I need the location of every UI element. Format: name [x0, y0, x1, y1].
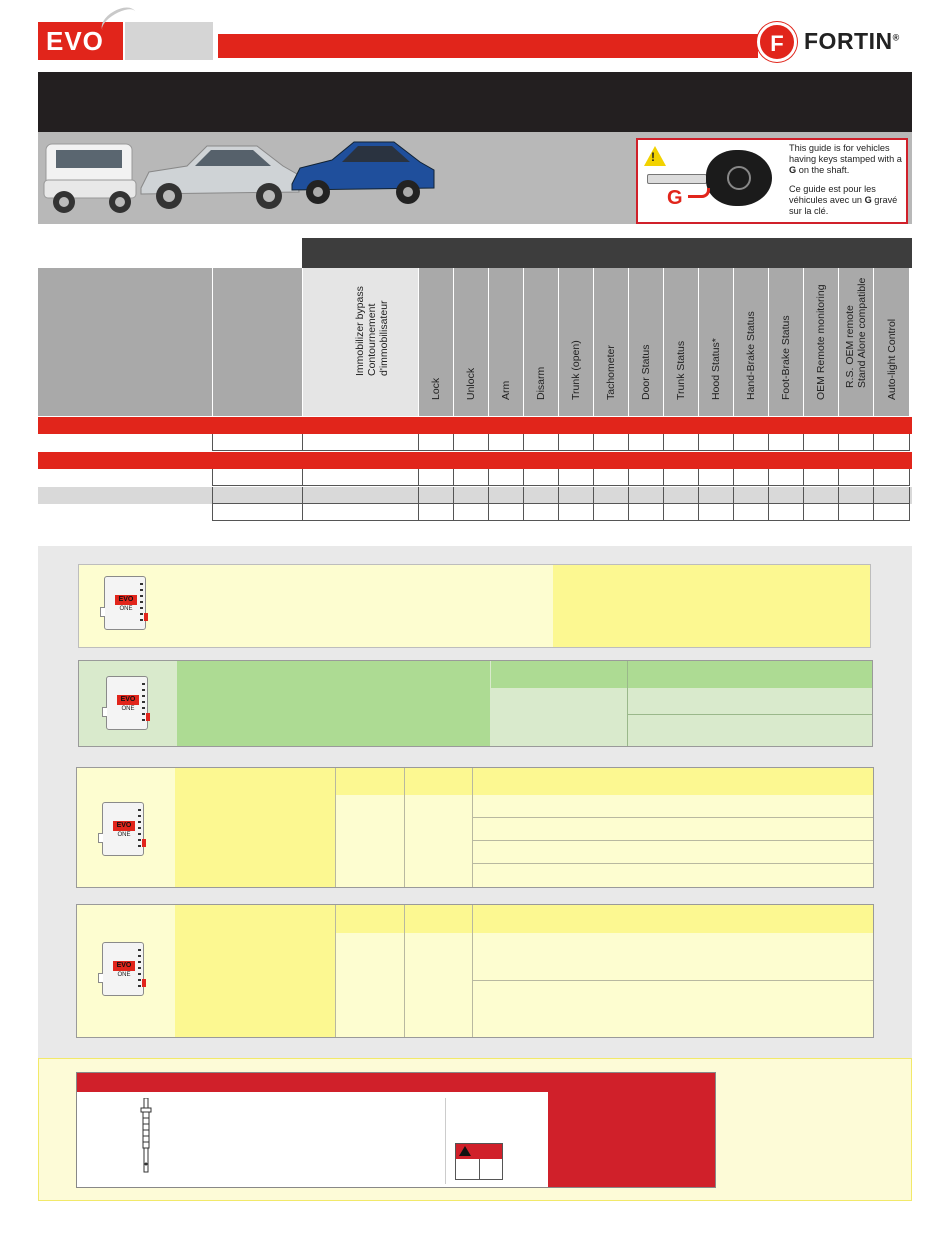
table-cell: [733, 469, 768, 486]
key-notice-english: This guide is for vehicles having keys stamped with a G on the shaft.: [789, 143, 902, 175]
feature-column-label: Foot-Brake Status: [780, 315, 792, 400]
feature-column-header: [803, 268, 838, 416]
key-notice-text: [789, 143, 907, 225]
table-cell: [628, 469, 663, 486]
table-cell: [488, 434, 523, 451]
toyota-emblem-icon: [727, 166, 751, 190]
table-cell: [663, 434, 698, 451]
feature-column-label: Tachometer: [605, 345, 617, 400]
feature-table-header-bar: [302, 238, 912, 268]
table-cell: [733, 487, 768, 504]
table-cell: [803, 434, 838, 451]
option-box-4-row-1: [472, 933, 873, 981]
table-cell: [698, 469, 733, 486]
option-box-3-divider-b: [404, 768, 405, 887]
option-box-3-row-2: [472, 818, 873, 841]
table-cell: [768, 469, 803, 486]
option-box-4-title-cell: [175, 905, 335, 1037]
feature-column-header: [628, 268, 663, 416]
hood-pin-red-panel: [548, 1073, 715, 1187]
immobilizer-column-label: Immobilizer bypass Contournement d'immobilisateur: [354, 286, 390, 376]
scion-xb-car-image: [40, 136, 140, 218]
option-box-3-row-3: [472, 841, 873, 864]
feature-column-label: Arm: [500, 380, 512, 400]
key-notice-french: Ce guide est pour les véhicules avec un G gravé sur la clé.: [789, 184, 898, 216]
feature-column-header: [418, 268, 453, 416]
table-cell: [302, 504, 418, 521]
table-cell: [488, 504, 523, 521]
feature-column-header: [663, 268, 698, 416]
option-box-4-divider-a: [335, 905, 336, 1037]
option-box-1-highlight: [553, 565, 870, 647]
table-cell: [558, 487, 593, 504]
table-cell: [593, 434, 628, 451]
evo-logo: EVO: [38, 22, 123, 60]
table-cell: [418, 469, 453, 486]
table-cell: [838, 487, 873, 504]
feature-column-header: [873, 268, 909, 416]
feature-column-label: Hood Status*: [710, 338, 722, 400]
table-cell: [628, 504, 663, 521]
table-cell: [873, 434, 910, 451]
feature-column-label: OEM Remote monitoring: [815, 284, 827, 400]
feature-column-header: [768, 268, 803, 416]
option-box-2-divider: [627, 661, 628, 746]
feature-column-label: Trunk (open): [570, 340, 582, 400]
warning-triangle-icon: [644, 146, 666, 166]
feature-column-label: Lock: [430, 377, 442, 400]
feature-column-label: Disarm: [535, 366, 547, 400]
feature-column-header: [488, 268, 523, 416]
table-cell: [698, 487, 733, 504]
table-cell: [523, 434, 558, 451]
table-cell: [212, 469, 302, 486]
feature-column-label: Trunk Status: [675, 340, 687, 400]
immobilizer-column-header: [302, 268, 418, 416]
vehicle-column-header: [38, 268, 212, 416]
table-cell: [593, 469, 628, 486]
table-cell: [698, 504, 733, 521]
option-box-3-header: [335, 768, 873, 795]
title-band: [38, 72, 912, 132]
option-box-4-divider-b: [404, 905, 405, 1037]
table-cell: [302, 434, 418, 451]
table-cell: [768, 504, 803, 521]
evo-one-module-icon: EVO ONE: [102, 802, 144, 856]
table-cell: [523, 469, 558, 486]
table-cell: [212, 504, 302, 521]
table-cell: [212, 487, 302, 504]
feature-column-header: [698, 268, 733, 416]
caution-icon: [455, 1143, 503, 1180]
camry-blue-car-image: [288, 136, 438, 218]
table-cell: [733, 434, 768, 451]
table-cell: [523, 504, 558, 521]
table-cell: [698, 434, 733, 451]
table-cell: [523, 487, 558, 504]
table-cell: [873, 469, 910, 486]
hood-pin-header-bar: [77, 1073, 548, 1092]
header-red-bar: [218, 34, 758, 58]
table-cell: [302, 487, 418, 504]
table-cell: [488, 487, 523, 504]
table-cell: [733, 504, 768, 521]
table-cell: [418, 504, 453, 521]
table-cell: [558, 434, 593, 451]
evo-one-module-icon: EVO ONE: [106, 676, 148, 730]
table-cell: [663, 487, 698, 504]
feature-column-header: [733, 268, 768, 416]
table-cell: [838, 434, 873, 451]
table-cell: [628, 434, 663, 451]
feature-column-label: R.S. OEM remote Stand Alone compatible: [844, 277, 868, 388]
feature-column-label: Door Status: [640, 344, 652, 400]
table-cell: [838, 504, 873, 521]
option-box-3-row-1: [472, 795, 873, 818]
key-letter: G: [667, 187, 683, 209]
option-box-3-title-cell: [175, 768, 335, 887]
feature-column-header: [558, 268, 593, 416]
evo-one-module-icon: EVO ONE: [102, 942, 144, 996]
table-cell: [803, 504, 838, 521]
table-cell: [558, 469, 593, 486]
table-cell: [628, 487, 663, 504]
table-cell: [768, 434, 803, 451]
table-cell: [803, 469, 838, 486]
option-box-2-row-line: [628, 688, 872, 715]
feature-column-label: Unlock: [465, 367, 477, 400]
table-cell: [453, 469, 488, 486]
fortin-logo-icon: F: [757, 22, 797, 62]
table-cell: [873, 487, 910, 504]
hood-pin-switch-icon: [140, 1098, 152, 1174]
table-cell: [768, 487, 803, 504]
option-box-2-header-a: [491, 661, 627, 688]
year-column-header: [213, 268, 302, 416]
table-cell: [453, 487, 488, 504]
option-box-3-divider-a: [335, 768, 336, 887]
table-cell: [663, 469, 698, 486]
evo-one-module-icon: EVO ONE: [104, 576, 146, 630]
table-cell: [488, 469, 523, 486]
vehicle-group-row: [38, 452, 912, 469]
table-cell: [838, 469, 873, 486]
table-cell: [418, 487, 453, 504]
table-cell: [302, 469, 418, 486]
table-cell: [418, 434, 453, 451]
option-box-2-header-b: [628, 661, 872, 688]
warning-exclamation: !: [651, 150, 655, 164]
table-cell: [593, 487, 628, 504]
table-cell: [663, 504, 698, 521]
vehicle-group-row: [38, 417, 912, 434]
fortin-logo-text: FORTIN®: [804, 28, 900, 54]
table-cell: [803, 487, 838, 504]
table-cell: [593, 504, 628, 521]
table-cell: [212, 434, 302, 451]
feature-column-header: [523, 268, 558, 416]
corolla-silver-car-image: [135, 136, 303, 218]
option-box-4-header: [335, 905, 873, 933]
key-shaft-icon: [647, 174, 707, 184]
feature-column-header: [838, 268, 873, 416]
table-cell: [558, 504, 593, 521]
feature-column-label: Auto-light Control: [885, 318, 898, 400]
table-cell: [453, 434, 488, 451]
feature-column-header: [593, 268, 628, 416]
evo-logo-panel: [125, 22, 213, 60]
option-box-2-title-cell: [177, 661, 490, 746]
table-cell: [453, 504, 488, 521]
feature-column-label: Hand-Brake Status: [745, 311, 757, 400]
table-cell: [873, 504, 910, 521]
hood-pin-divider: [445, 1098, 446, 1184]
feature-column-header: [453, 268, 488, 416]
